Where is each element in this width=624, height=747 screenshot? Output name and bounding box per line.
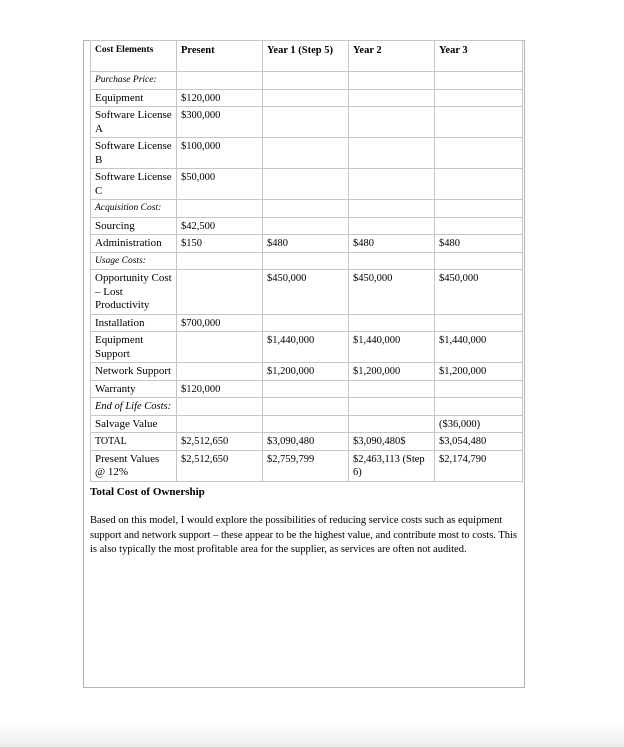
column-header: Cost Elements bbox=[91, 41, 177, 72]
table-cell bbox=[435, 314, 523, 332]
table-cell: $100,000 bbox=[177, 138, 263, 169]
table-cell bbox=[435, 89, 523, 107]
table-cell bbox=[349, 314, 435, 332]
row-label: Network Support bbox=[91, 363, 177, 381]
row-label: Opportunity Cost – Lost Productivity bbox=[91, 270, 177, 315]
table-cell: $1,440,000 bbox=[349, 332, 435, 363]
table-row bbox=[91, 380, 523, 398]
table-cell bbox=[263, 398, 349, 416]
table-cell bbox=[435, 380, 523, 398]
table-cell bbox=[349, 72, 435, 90]
table-cell: $480 bbox=[435, 235, 523, 253]
table-cell: $450,000 bbox=[435, 270, 523, 315]
table-cell: $3,090,480 bbox=[263, 433, 349, 451]
row-label: Installation bbox=[91, 314, 177, 332]
table-cell bbox=[177, 200, 263, 218]
table-cell bbox=[435, 200, 523, 218]
table-cell bbox=[435, 107, 523, 138]
section-row bbox=[91, 72, 523, 90]
column-header: Present bbox=[177, 41, 263, 72]
table-cell bbox=[435, 252, 523, 270]
table-row bbox=[91, 314, 523, 332]
table-cell bbox=[177, 332, 263, 363]
table-row bbox=[91, 217, 523, 235]
table-row bbox=[91, 415, 523, 433]
table-cell bbox=[349, 398, 435, 416]
table-cell bbox=[435, 138, 523, 169]
section-row bbox=[91, 398, 523, 416]
table-cell bbox=[177, 415, 263, 433]
table-cell: $1,200,000 bbox=[349, 363, 435, 381]
table-cell bbox=[263, 169, 349, 200]
table-cell bbox=[263, 72, 349, 90]
table-cell bbox=[263, 89, 349, 107]
table-cell bbox=[435, 398, 523, 416]
section-label: End of Life Costs: bbox=[91, 398, 177, 416]
table-cell: $1,200,000 bbox=[263, 363, 349, 381]
table-cell bbox=[263, 380, 349, 398]
table-cell: $480 bbox=[263, 235, 349, 253]
table-cell: $50,000 bbox=[177, 169, 263, 200]
table-cell bbox=[263, 415, 349, 433]
table-cell bbox=[435, 217, 523, 235]
section-label: Acquisition Cost: bbox=[91, 200, 177, 218]
table-cell: $2,174,790 bbox=[435, 450, 523, 481]
table-cell bbox=[349, 89, 435, 107]
section-label: Usage Costs: bbox=[91, 252, 177, 270]
table-row bbox=[91, 363, 523, 381]
section-row bbox=[91, 252, 523, 270]
table-cell bbox=[263, 138, 349, 169]
table-cell: $3,054,480 bbox=[435, 433, 523, 451]
row-label: Equipment bbox=[91, 89, 177, 107]
table-cell bbox=[177, 398, 263, 416]
table-cell bbox=[263, 107, 349, 138]
table-cell: $1,440,000 bbox=[263, 332, 349, 363]
column-header: Year 1 (Step 5) bbox=[263, 41, 349, 72]
table-cell bbox=[177, 363, 263, 381]
table-cell bbox=[263, 314, 349, 332]
total-row bbox=[91, 433, 523, 451]
row-label: Software License B bbox=[91, 138, 177, 169]
table-cell: $1,440,000 bbox=[435, 332, 523, 363]
analysis-paragraph: Based on this model, I would explore the possibilities of reducing service costs such as equipment support and network support – these appear to be the highest value, and contribute most to costs. This is also typically the most profitable area for the supplier, as services are often not audited. bbox=[90, 515, 518, 555]
column-header: Year 3 bbox=[435, 41, 523, 72]
table-cell bbox=[263, 200, 349, 218]
table-cell: $300,000 bbox=[177, 107, 263, 138]
table-cell bbox=[349, 217, 435, 235]
table-caption: Total Cost of Ownership bbox=[90, 486, 205, 498]
table-row bbox=[91, 235, 523, 253]
table-cell: $2,759,799 bbox=[263, 450, 349, 481]
cost-table bbox=[90, 40, 523, 482]
row-label: Warranty bbox=[91, 380, 177, 398]
table-cell bbox=[263, 252, 349, 270]
table-cell bbox=[435, 72, 523, 90]
section-label: Purchase Price: bbox=[91, 72, 177, 90]
table-cell: $42,500 bbox=[177, 217, 263, 235]
row-label: Equipment Support bbox=[91, 332, 177, 363]
table-row bbox=[91, 270, 523, 315]
table-cell: $120,000 bbox=[177, 380, 263, 398]
row-label: Software License A bbox=[91, 107, 177, 138]
table-cell bbox=[177, 252, 263, 270]
table-row bbox=[91, 450, 523, 481]
table-cell bbox=[349, 169, 435, 200]
table-cell: $3,090,480$ bbox=[349, 433, 435, 451]
table-cell bbox=[349, 415, 435, 433]
table-row bbox=[91, 169, 523, 200]
table-cell: ($36,000) bbox=[435, 415, 523, 433]
row-label: TOTAL bbox=[91, 433, 177, 451]
table-cell: $120,000 bbox=[177, 89, 263, 107]
table-cell bbox=[349, 138, 435, 169]
table-cell bbox=[349, 380, 435, 398]
table-row bbox=[91, 89, 523, 107]
table-cell: $2,463,113 (Step 6) bbox=[349, 450, 435, 481]
table-cell bbox=[263, 217, 349, 235]
table-row bbox=[91, 107, 523, 138]
table-row bbox=[91, 332, 523, 363]
column-header: Year 2 bbox=[349, 41, 435, 72]
row-label: Administration bbox=[91, 235, 177, 253]
table-cell bbox=[349, 252, 435, 270]
table-header-row bbox=[91, 41, 523, 72]
table-cell bbox=[177, 270, 263, 315]
table-cell: $2,512,650 bbox=[177, 433, 263, 451]
table-cell: $1,200,000 bbox=[435, 363, 523, 381]
table-cell bbox=[435, 169, 523, 200]
table-cell bbox=[177, 72, 263, 90]
table-cell: $2,512,650 bbox=[177, 450, 263, 481]
section-row bbox=[91, 200, 523, 218]
table-cell: $450,000 bbox=[263, 270, 349, 315]
table-cell: $700,000 bbox=[177, 314, 263, 332]
bottom-shadow bbox=[0, 723, 624, 747]
table-cell bbox=[349, 200, 435, 218]
table-row bbox=[91, 138, 523, 169]
table-cell bbox=[349, 107, 435, 138]
row-label: Software License C bbox=[91, 169, 177, 200]
table-cell: $450,000 bbox=[349, 270, 435, 315]
row-label: Salvage Value bbox=[91, 415, 177, 433]
row-label: Present Values @ 12% bbox=[91, 450, 177, 481]
row-label: Sourcing bbox=[91, 217, 177, 235]
table-cell: $150 bbox=[177, 235, 263, 253]
table-cell: $480 bbox=[349, 235, 435, 253]
